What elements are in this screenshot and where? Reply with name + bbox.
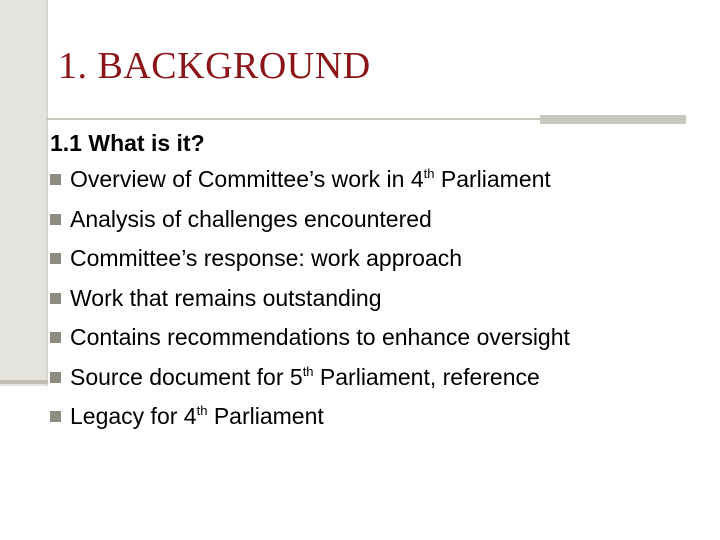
bullet-text: Work that remains outstanding: [70, 284, 382, 311]
bullet-item: [50, 279, 715, 319]
bullet-item: [50, 239, 715, 279]
decorative-side-bar: [0, 0, 46, 386]
bullet-item: [50, 358, 715, 398]
bullet-text: Analysis of challenges encountered: [70, 205, 432, 232]
decorative-left-rule: [0, 380, 48, 384]
title-underline-accent: [540, 115, 686, 124]
square-bullet-icon: [50, 174, 61, 185]
decorative-vertical-rule: [46, 0, 48, 386]
square-bullet-icon: [50, 332, 61, 343]
bullet-item: [50, 160, 715, 200]
bullet-text: Overview of Committee’s work in 4th Parliament: [70, 166, 551, 193]
bullet-item: [50, 200, 715, 240]
bullet-item: [50, 397, 715, 437]
slide-title: 1. BACKGROUND: [58, 45, 371, 87]
square-bullet-icon: [50, 411, 61, 422]
bullet-list: [50, 160, 715, 437]
bullet-item: [50, 318, 715, 358]
bullet-text: Source document for 5th Parliament, reference: [70, 363, 540, 390]
square-bullet-icon: [50, 253, 61, 264]
square-bullet-icon: [50, 293, 61, 304]
bullet-text: Legacy for 4th Parliament: [70, 403, 324, 430]
section-subheading: 1.1 What is it?: [50, 130, 205, 156]
bullet-text: Committee’s response: work approach: [70, 245, 463, 272]
square-bullet-icon: [50, 214, 61, 225]
bullet-text: Contains recommendations to enhance oversight: [70, 324, 570, 351]
square-bullet-icon: [50, 372, 61, 383]
slide-content: [50, 126, 715, 437]
